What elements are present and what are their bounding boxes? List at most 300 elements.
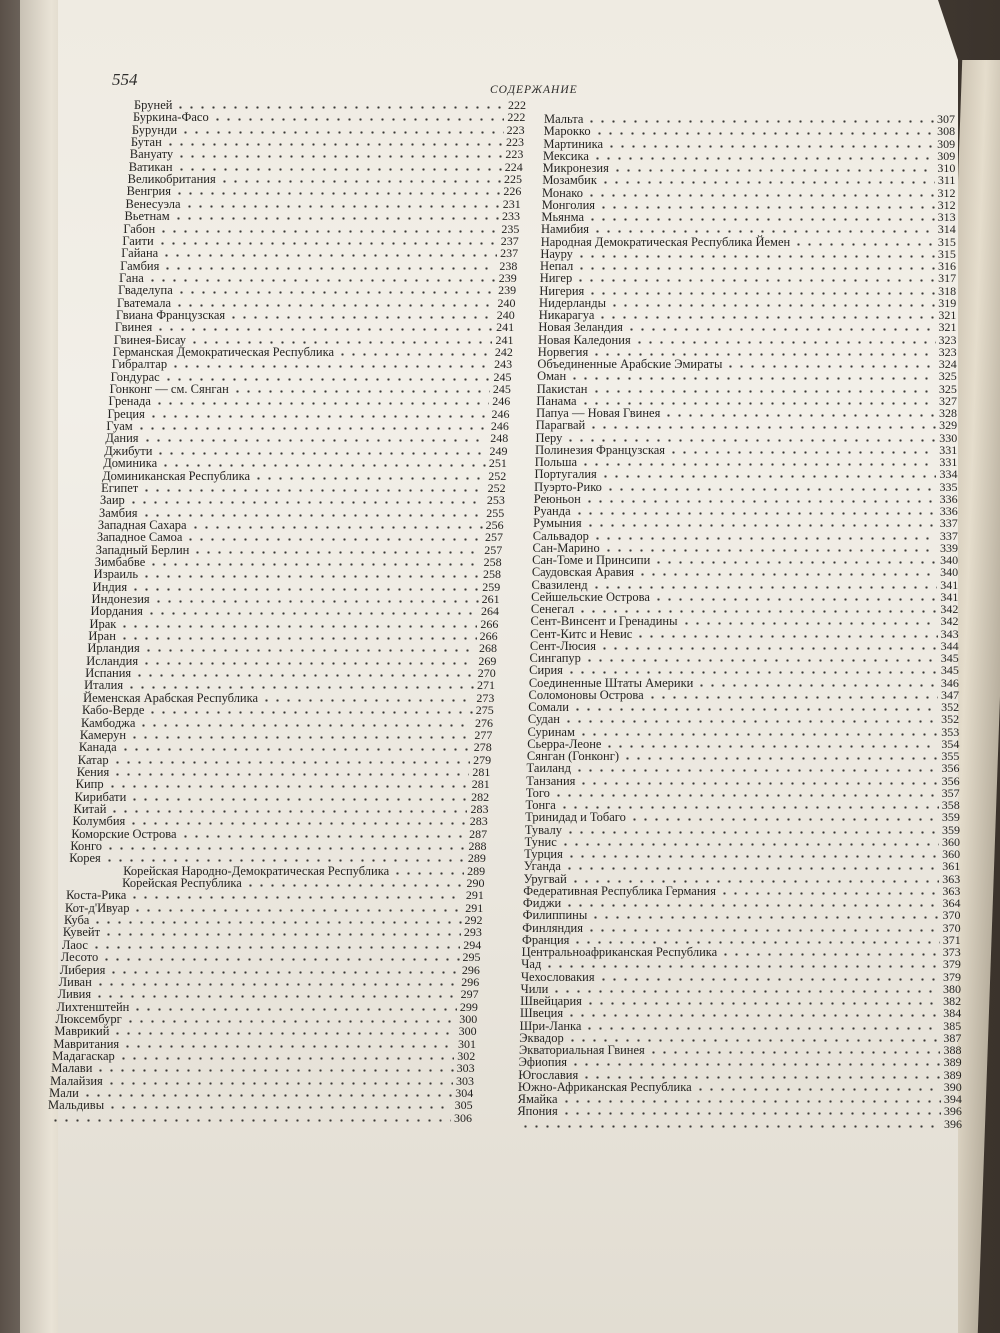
toc-entry-page: 300 — [459, 1011, 478, 1026]
dot-leader — [648, 1051, 941, 1054]
dot-leader — [174, 304, 494, 307]
toc-entry-title: Египет — [101, 480, 139, 495]
toc-entry-title: Дания — [105, 431, 139, 446]
toc-entry-page: 282 — [471, 789, 490, 804]
toc-entry-page: 323 — [938, 344, 957, 359]
toc-entry-title: Доминика — [103, 456, 158, 471]
dot-leader — [599, 647, 938, 650]
dot-leader — [600, 181, 935, 184]
toc-entry-page: 382 — [943, 994, 962, 1008]
toc-entry-page: 304 — [455, 1086, 474, 1100]
dot-leader — [585, 1002, 940, 1005]
toc-entry-page: 328 — [939, 406, 958, 420]
toc-entry-title: Перу — [535, 430, 563, 445]
dot-leader — [566, 855, 939, 858]
toc-entry-title: Тунис — [524, 834, 557, 849]
toc-entry-page: 303 — [455, 1073, 474, 1088]
toc-entry-page: 258 — [482, 567, 501, 582]
toc-entry-page: 388 — [943, 1043, 962, 1057]
dot-leader — [594, 132, 934, 135]
toc-entry-page: 371 — [942, 932, 961, 947]
toc-entry-page: 340 — [940, 553, 959, 567]
toc-entry-title: Соединенные Штаты Америки — [528, 675, 694, 690]
dot-leader — [577, 610, 937, 613]
dot-leader — [101, 958, 459, 961]
dot-leader — [161, 254, 497, 257]
toc-entry-title: Лаос — [61, 937, 88, 952]
toc-entry-page: 295 — [462, 950, 481, 965]
dot-leader — [138, 724, 472, 727]
toc-entry-page: 347 — [941, 687, 959, 702]
dot-leader — [157, 242, 498, 245]
dot-leader — [170, 365, 491, 368]
toc-entry-title: Экваториальная Гвинея — [518, 1043, 645, 1057]
dot-leader — [160, 464, 486, 467]
dot-leader — [793, 243, 935, 246]
dot-leader — [147, 279, 496, 282]
running-head: СОДЕРЖАНИЕ — [490, 84, 578, 96]
dot-leader — [565, 439, 936, 442]
toc-entry-title: Швеция — [519, 1006, 564, 1021]
dot-leader — [103, 933, 461, 936]
toc-entry-title: Чад — [521, 957, 542, 972]
toc-entry-page: 336 — [939, 491, 958, 506]
toc-entry-title: Таиланд — [526, 761, 571, 776]
toc-entry-page: 336 — [939, 504, 958, 518]
toc-entry-title: Иордания — [90, 604, 143, 619]
toc-entry-title: Филиппины — [522, 908, 588, 923]
toc-entry-title: Кения — [76, 764, 110, 779]
toc-entry-title: Уругвай — [523, 871, 567, 886]
toc-entry-title: Саудовская Аравия — [531, 565, 634, 580]
toc-entry-title: Джибути — [104, 443, 153, 458]
dot-leader — [591, 353, 935, 356]
toc-entry-title: Того — [525, 785, 550, 800]
toc-entry-title: Кипр — [75, 777, 104, 792]
toc-entry-page: 379 — [942, 969, 961, 984]
dot-leader — [609, 304, 935, 307]
toc-entry-title: Новая Каледония — [538, 332, 631, 347]
toc-entry-page: 310 — [937, 161, 956, 175]
dot-leader — [261, 699, 473, 702]
toc-entry-title: Иран — [88, 629, 116, 644]
toc-entry-page: 316 — [938, 259, 957, 273]
toc-entry-page: 302 — [457, 1048, 476, 1063]
toc-entry-page: 290 — [466, 876, 485, 891]
toc-entry-page: 278 — [473, 740, 492, 755]
toc-entry-title: Мальта — [544, 112, 584, 126]
toc-entry-page: 271 — [477, 678, 496, 693]
dot-leader — [184, 205, 500, 208]
dot-leader — [176, 291, 495, 294]
toc-entry-page: 270 — [477, 666, 496, 681]
toc-entry-page: 306 — [454, 1110, 472, 1125]
toc-entry-title: Гибралтар — [111, 357, 168, 372]
toc-entry-title: Колумбия — [72, 814, 126, 829]
toc-entry-title: Нигер — [539, 271, 573, 286]
dot-leader — [141, 514, 484, 517]
toc-entry-page: 240 — [497, 295, 516, 310]
dot-leader — [653, 598, 937, 601]
dot-leader — [190, 526, 483, 529]
toc-entry-page: 354 — [941, 736, 960, 751]
dot-leader — [141, 662, 475, 665]
toc-entry-page: 307 — [937, 112, 955, 126]
toc-entry-title: Никарагуа — [538, 308, 595, 322]
toc-entry-page: 361 — [942, 859, 961, 874]
toc-entry-page: 239 — [498, 283, 517, 298]
toc-entry-page: 357 — [941, 785, 960, 800]
dot-leader — [572, 941, 939, 944]
dot-leader — [337, 353, 492, 356]
toc-entry-title: Великобритания — [127, 172, 216, 187]
dot-leader — [253, 477, 485, 480]
toc-entry-title: Гвинея-Бисау — [113, 332, 187, 347]
dot-leader — [176, 168, 502, 171]
dot-leader — [581, 1076, 940, 1079]
toc-entry-page: 315 — [937, 234, 956, 249]
toc-entry-title: Израиль — [93, 567, 139, 582]
toc-entry-title: Эквадор — [519, 1030, 564, 1045]
toc-entry-title: Гвинея — [114, 320, 153, 335]
dot-leader — [560, 843, 939, 846]
toc-entry-title: Уганда — [523, 859, 561, 874]
toc-entry-page: 341 — [940, 589, 959, 604]
toc-entry-title: Свазиленд — [531, 577, 588, 592]
dot-leader — [600, 475, 937, 478]
toc-entry-page: 288 — [468, 839, 487, 853]
toc-entry-page: 241 — [496, 320, 515, 335]
toc-entry-title: Греция — [107, 406, 145, 421]
dot-leader — [143, 649, 476, 652]
toc-entry-page: 385 — [943, 1018, 962, 1033]
dot-leader — [185, 538, 481, 541]
toc-entry-title: Сент-Люсия — [529, 638, 596, 653]
toc-entry-page: 238 — [499, 258, 518, 273]
toc-entry-page: 314 — [937, 222, 956, 237]
toc-entry-page: 353 — [941, 724, 960, 739]
toc-entry-page: 223 — [505, 147, 524, 162]
dot-leader — [598, 978, 940, 981]
dot-leader — [128, 501, 484, 504]
toc-entry-page: 246 — [492, 394, 511, 409]
toc-entry-page: 255 — [486, 505, 505, 520]
toc-entry-page: 253 — [486, 493, 505, 508]
toc-entry-title: Руанда — [533, 504, 571, 518]
toc-entry-page: 394 — [943, 1092, 962, 1106]
toc-entry-title: Нидерланды — [539, 295, 606, 310]
dot-leader — [580, 402, 936, 405]
toc-entry-title: Парагвай — [535, 418, 586, 433]
toc-entry-page: 345 — [940, 651, 959, 665]
dot-leader — [586, 120, 934, 123]
toc-entry-page: 334 — [939, 467, 958, 482]
dot-leader — [130, 588, 479, 591]
toc-entry-page: 256 — [485, 517, 504, 532]
dot-leader — [584, 1027, 940, 1030]
toc-entry-page: 281 — [471, 777, 490, 792]
dot-leader — [155, 452, 486, 455]
toc-entry-page: 346 — [940, 675, 959, 690]
toc-entry-page: 297 — [460, 987, 479, 1002]
toc-entry-title: Финляндия — [522, 920, 583, 935]
toc-entry-title: Центральноафриканская Республика — [521, 945, 718, 959]
toc-entry-title: Гуам — [106, 419, 133, 434]
dot-leader — [109, 810, 467, 813]
toc-entry-title: Португалия — [534, 467, 597, 482]
dot-leader — [626, 328, 936, 331]
dot-leader — [584, 659, 938, 662]
toc-entry-page: 252 — [487, 480, 506, 495]
toc-entry-title: Кирибати — [74, 789, 127, 804]
toc-entry-title: Науру — [540, 246, 573, 261]
toc-entry-title: Монако — [542, 185, 583, 200]
toc-entry-title: Мозамбик — [542, 173, 597, 188]
dot-leader — [570, 880, 940, 883]
toc-entry-title: Лесото — [60, 950, 99, 965]
toc-entry-page: 344 — [940, 638, 959, 653]
dot-leader — [634, 341, 936, 344]
toc-entry-page: 360 — [942, 834, 961, 849]
toc-entry-title: Япония — [517, 1104, 558, 1119]
toc-entry-title: Кот-д'Ивуар — [65, 900, 130, 915]
toc-entry-title: Турция — [524, 847, 563, 861]
toc-entry-page: 352 — [941, 712, 960, 727]
dot-leader — [232, 390, 490, 393]
toc-entry-title: Венгрия — [126, 184, 171, 199]
toc-entry-title: Маврикий — [54, 1024, 110, 1039]
toc-entry-title: Йеменская Арабская Республика — [83, 690, 259, 705]
dot-leader — [565, 831, 939, 834]
toc-entry-page: 279 — [473, 752, 492, 767]
dot-leader — [129, 798, 468, 801]
toc-entry-title: Чили — [520, 981, 549, 996]
toc-entry-title: Западная Сахара — [97, 517, 187, 532]
toc-entry-title: Эфиопия — [518, 1055, 568, 1070]
toc-entry-title: Мали — [49, 1086, 79, 1100]
toc-entry-page: 337 — [939, 528, 958, 543]
toc-entry-title: Мексика — [543, 148, 589, 163]
dot-leader — [598, 206, 935, 209]
dot-leader — [105, 847, 465, 850]
toc-entry-page: 222 — [507, 110, 526, 125]
dot-leader — [592, 537, 937, 540]
dot-leader — [189, 341, 492, 344]
dot-leader — [108, 971, 459, 974]
toc-entry-page: 318 — [938, 283, 957, 298]
toc-entry-title: Соломоновы Острова — [528, 687, 644, 702]
dot-leader — [520, 1125, 941, 1128]
toc-entry-title: Румыния — [533, 516, 582, 531]
toc-entry-title: Папуа — Новая Гвинея — [536, 406, 661, 420]
toc-entry-title: Гана — [119, 270, 144, 285]
dot-leader — [118, 1057, 455, 1060]
toc-entry-page: 235 — [501, 221, 520, 236]
toc-entry-page: 241 — [495, 332, 514, 347]
toc-entry-title: Федеративная Республика Германия — [523, 883, 716, 898]
dot-leader — [119, 637, 477, 640]
toc-entry-page: 289 — [467, 863, 486, 878]
dot-leader — [681, 622, 938, 625]
toc-entry-title: Замбия — [98, 505, 138, 520]
toc-entry-title: Намибия — [541, 222, 590, 237]
toc-entry-page: 396 — [943, 1104, 962, 1119]
toc-entry-page: 251 — [488, 456, 507, 471]
toc-entry-title: Мавритания — [53, 1036, 120, 1051]
dot-leader — [155, 328, 493, 331]
toc-entry-title: Камбоджа — [80, 715, 136, 730]
dot-leader — [129, 736, 471, 739]
toc-entry-page: 325 — [938, 369, 957, 384]
dot-leader — [107, 785, 469, 788]
toc-entry-page: 360 — [942, 847, 961, 861]
toc-entry-title: Люксембург — [55, 1011, 122, 1026]
dot-leader — [82, 1094, 452, 1097]
toc-entry-page: 370 — [942, 908, 961, 923]
dot-leader — [128, 822, 466, 825]
toc-entry-page: 311 — [937, 173, 956, 188]
toc-entry-page: 294 — [463, 937, 482, 952]
toc-entry-page: 299 — [459, 999, 478, 1014]
dot-leader — [544, 965, 940, 968]
toc-entry-title: Ливия — [57, 987, 92, 1002]
toc-entry-title: Оман — [537, 369, 567, 384]
dot-leader — [653, 561, 937, 564]
toc-entry-page: 305 — [454, 1098, 473, 1113]
dot-leader — [580, 463, 936, 466]
toc-entry-page: 335 — [939, 479, 958, 494]
toc-entry-page: 327 — [938, 393, 957, 408]
toc-entry-title: Южно-Африканская Республика — [517, 1079, 692, 1094]
toc-entry-title: Корейская Республика — [122, 876, 242, 891]
toc-entry-page: 300 — [458, 1024, 477, 1039]
toc-entry-title: Италия — [84, 678, 124, 693]
dot-leader — [587, 292, 935, 295]
page-number: 554 — [112, 70, 138, 89]
toc-entry-page: 330 — [939, 430, 958, 445]
toc-entry-title: Реюньон — [533, 491, 581, 506]
toc-entry-title: Доминиканская Республика — [102, 468, 251, 483]
dot-leader — [158, 230, 498, 233]
dot-leader — [663, 414, 936, 417]
toc-entry-title: Сингапур — [529, 651, 581, 665]
dot-leader — [180, 131, 504, 134]
dot-leader — [695, 1088, 941, 1091]
toc-entry-title: Сянган (Гонконг) — [526, 749, 620, 763]
dot-leader — [575, 279, 935, 282]
toc-entry-title: Коста-Рика — [66, 888, 127, 903]
toc-entry-title: Вануату — [129, 147, 174, 162]
toc-entry-page: 257 — [484, 542, 503, 557]
toc-entry-page: 275 — [475, 703, 494, 718]
toc-entry-title: Ирландия — [87, 641, 140, 656]
dot-leader — [132, 909, 462, 912]
toc-entry-title: Бутан — [130, 135, 162, 150]
toc-entry-page: 287 — [469, 826, 488, 841]
toc-entry-page: 308 — [937, 124, 956, 139]
toc-entry-title: Канада — [78, 740, 117, 755]
dot-leader — [245, 884, 464, 887]
dot-leader — [563, 720, 938, 723]
dot-leader — [637, 573, 937, 576]
toc-entry-title: Норвегия — [537, 344, 589, 359]
toc-entry-title: Микронезия — [542, 161, 609, 175]
toc-entry-title: Гайана — [121, 246, 159, 261]
toc-entry-title: Корейская Народно-Демократическая Республика — [123, 863, 390, 878]
dot-leader — [142, 439, 488, 442]
toc-entry-title: Сомали — [528, 700, 569, 714]
toc-entry-title: Тринидад и Тобаго — [525, 810, 626, 825]
toc-entry-title: Панама — [536, 393, 577, 408]
toc-entry-page: 356 — [941, 773, 960, 788]
toc-entry-title: Югославия — [518, 1067, 579, 1082]
dot-leader — [585, 524, 937, 527]
toc-entry-title: Гваделупа — [118, 283, 173, 298]
toc-entry-title: Западное Самоа — [96, 530, 183, 545]
toc-entry-title: Либерия — [59, 962, 106, 977]
dot-leader — [228, 316, 494, 319]
dot-leader — [566, 671, 938, 674]
dot-leader — [94, 995, 457, 998]
toc-entry-title: Мьянма — [541, 210, 584, 224]
toc-entry-page: 277 — [474, 727, 493, 742]
toc-entry-page: 269 — [478, 653, 497, 668]
toc-entry-title: Испания — [85, 666, 132, 681]
dot-leader — [668, 451, 936, 454]
toc-entry-page: 331 — [939, 442, 958, 457]
toc-entry-title: Сирия — [529, 663, 563, 678]
toc-entry-page: 359 — [941, 810, 960, 825]
toc-entry-title: Китай — [73, 801, 107, 816]
toc-entry-title: Судан — [527, 712, 560, 727]
toc-entry-title: Мальдивы — [48, 1098, 105, 1113]
dot-leader — [104, 859, 465, 862]
toc-entry-page: 237 — [500, 233, 519, 248]
toc-entry-page: 321 — [938, 308, 957, 322]
toc-entry-title: Монголия — [541, 197, 596, 212]
toc-entry-page: 324 — [938, 357, 957, 371]
toc-entry-title: Народная Демократическая Республика Йемен — [540, 234, 791, 249]
dot-leader — [578, 782, 938, 785]
toc-entry-title: Сальвадор — [532, 528, 589, 543]
toc-entry-page: 233 — [502, 209, 521, 224]
dot-leader — [574, 512, 937, 515]
toc-entry-page: 222 — [508, 98, 526, 112]
toc-entry-title: Сент-Винсент и Гренадины — [530, 614, 678, 629]
dot-leader — [588, 426, 936, 429]
dot-leader — [163, 378, 491, 381]
dot-leader — [605, 488, 937, 491]
toc-entry-page: 370 — [942, 920, 961, 935]
toc-entry-page: 281 — [472, 764, 491, 779]
toc-entry-title: Сан-Марино — [532, 540, 600, 555]
dot-leader — [578, 733, 938, 736]
dot-leader — [129, 896, 463, 899]
toc-entry-title: Тувалу — [524, 822, 563, 837]
toc-entry-page: 343 — [940, 626, 959, 641]
dot-leader — [725, 365, 935, 368]
toc-entry-title: Мадагаскар — [52, 1048, 115, 1063]
toc-entry-page: 339 — [939, 540, 958, 555]
toc-entry-page: 331 — [939, 455, 958, 469]
toc-entry-title: Бруней — [134, 98, 173, 112]
toc-entry-page: 303 — [456, 1061, 475, 1076]
dot-leader — [112, 1032, 455, 1035]
dot-leader — [567, 1039, 941, 1042]
toc-entry-title: Конго — [70, 839, 103, 853]
toc-entry-title: Объединенные Арабские Эмираты — [537, 357, 723, 371]
toc-entry-page: 283 — [469, 814, 488, 829]
